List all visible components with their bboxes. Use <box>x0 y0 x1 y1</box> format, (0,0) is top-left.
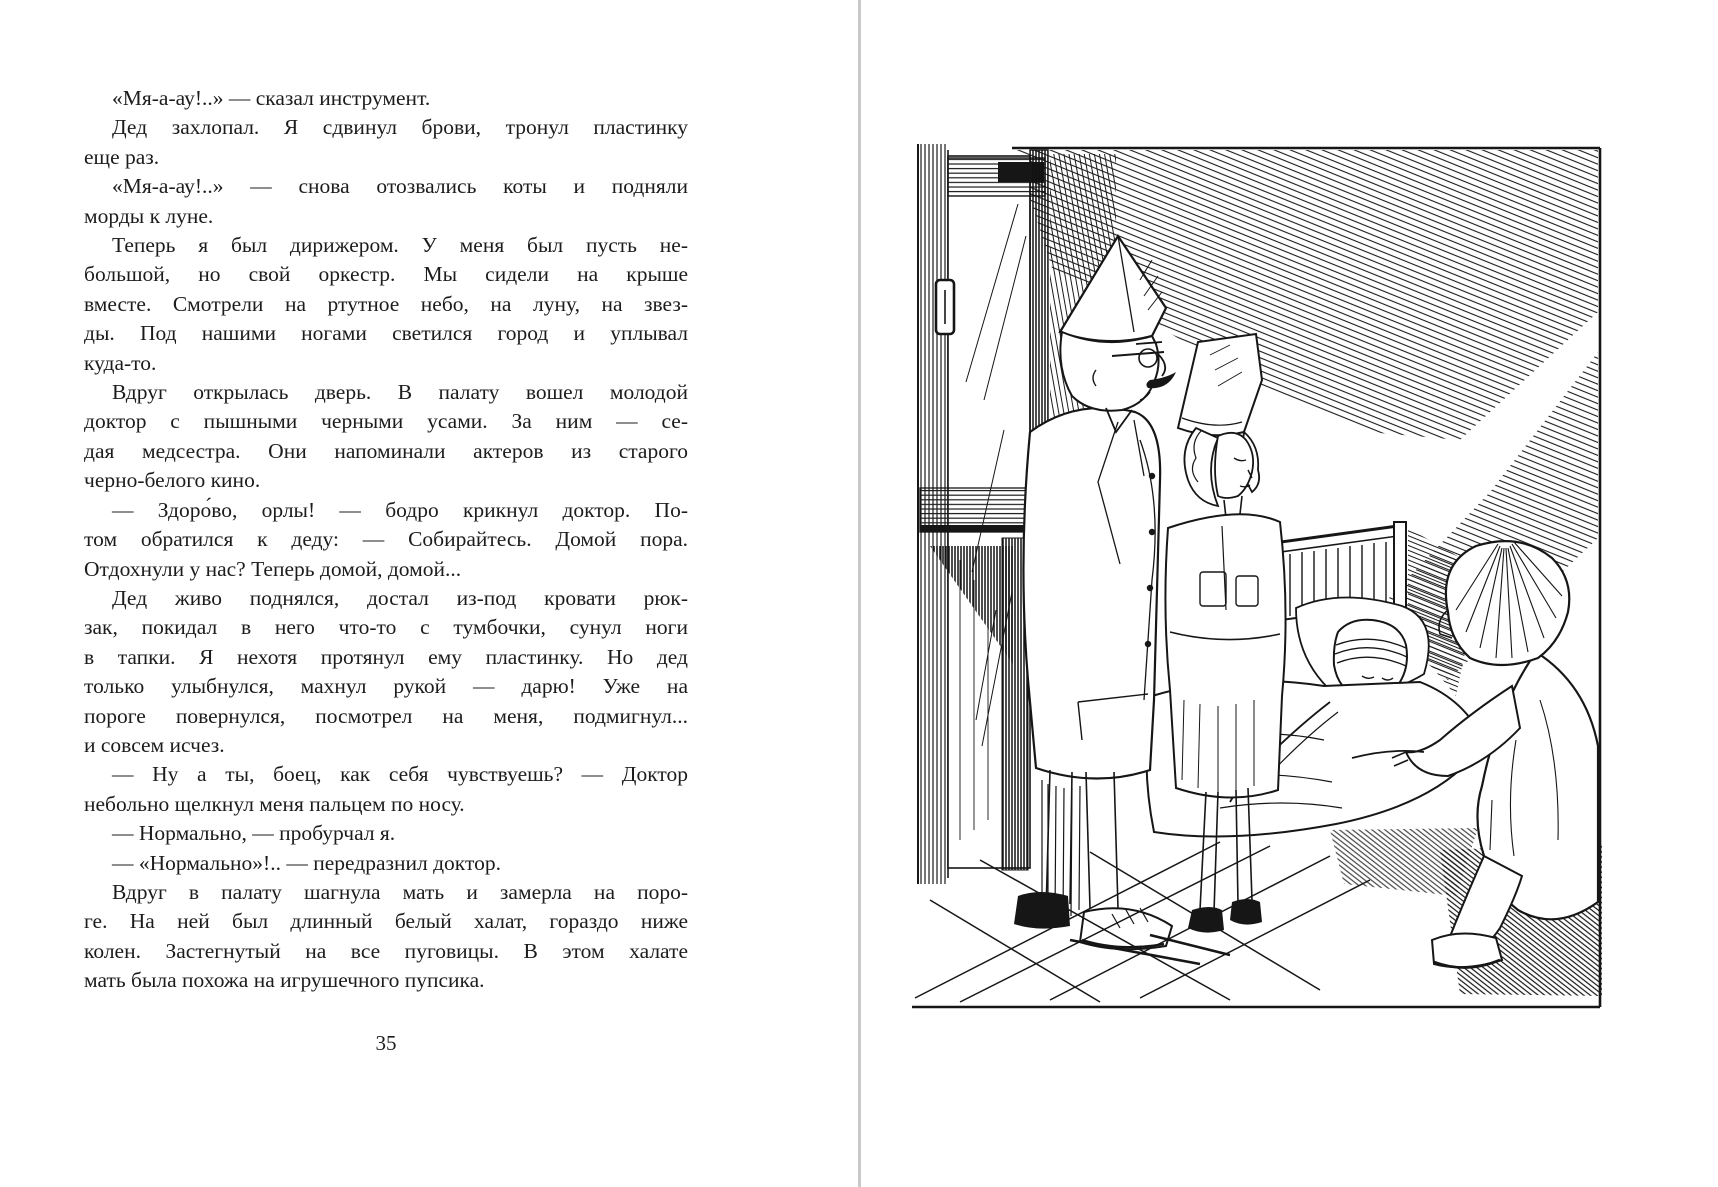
text-line: «Мя-а-ау!..» — снова отозвались коты и подняли <box>112 174 688 199</box>
text-line: Дед захлопал. Я сдвинул брови, тронул пластинку <box>112 115 688 140</box>
text-line: морды к луне. <box>84 203 214 228</box>
text-line: Отдохнули у нас? Теперь домой, домой... <box>84 556 462 581</box>
text-line: еще раз. <box>84 144 160 169</box>
text-line: и совсем исчез. <box>84 732 225 757</box>
text-line: том обратился к деду: — Собирайтесь. Домой пора. <box>84 527 688 552</box>
text-line: Вдруг открылась дверь. В палату вошел молодой <box>112 380 688 405</box>
text-line: большой, но свой оркестр. Мы сидели на крыше <box>84 262 688 287</box>
text-line: Теперь я был дирижером. У меня был пусть не- <box>112 233 688 258</box>
nurse-face <box>1215 433 1253 498</box>
text-line: только улыбнулся, махнул рукой — дарю! Уже на <box>84 674 688 699</box>
text-line: — «Нормально»!.. — передразнил доктор. <box>112 850 501 875</box>
text-line: ге. На ней был длинный белый халат, гораздо ниже <box>84 909 688 934</box>
ward-illustration <box>900 140 1605 1010</box>
left-page <box>0 0 858 1187</box>
text-line: Дед живо поднялся, достал из-под кровати рюк- <box>112 585 688 610</box>
text-line: в тапки. Я нехотя протянул ему пластинку. Но дед <box>84 644 688 669</box>
text-line: мать была похожа на игрушечного пупсика. <box>84 968 485 993</box>
text-line: зак, покидал в него что-то с тумбочки, сунул ноги <box>84 615 688 640</box>
text-line: доктор с пышными черными усами. За ним — се- <box>84 409 688 434</box>
text-line: колен. Застегнутый на все пуговицы. В этом халате <box>84 938 688 963</box>
text-line: черно-белого кино. <box>84 468 261 493</box>
doctor-coat <box>1023 408 1160 779</box>
text-line: пороге повернулся, посмотрел на меня, подмигнул... <box>84 703 688 728</box>
text-line: — Ну а ты, боец, как себя чувствуешь? — Доктор <box>112 762 688 787</box>
trousers <box>1046 770 1118 912</box>
text-line: куда-то. <box>84 350 157 375</box>
text-line: «Мя-а-ау!..» — сказал инструмент. <box>112 86 431 110</box>
text-line: ды. Под нашими ногами светился город и уплывал <box>84 321 688 346</box>
text-line: — Здоро́во, орлы! — бодро крикнул доктор. По- <box>112 497 688 522</box>
text-line: вместе. Смотрели на ртутное небо, на луну, на звез- <box>84 291 688 316</box>
text-line: Вдруг в палату шагнула мать и замерла на поро- <box>112 879 688 904</box>
page-number: 35 <box>375 1031 397 1055</box>
mother-hair <box>1446 541 1569 665</box>
nurse-hair <box>1184 428 1218 506</box>
nurse-figure <box>1165 334 1285 933</box>
text-line: дая медсестра. Они напоминали актеров из старого <box>84 438 688 463</box>
text-column <box>84 84 688 996</box>
text-line: небольно щелкнул меня пальцем по носу. <box>84 791 465 816</box>
text-line: — Нормально, — пробурчал я. <box>112 821 396 846</box>
